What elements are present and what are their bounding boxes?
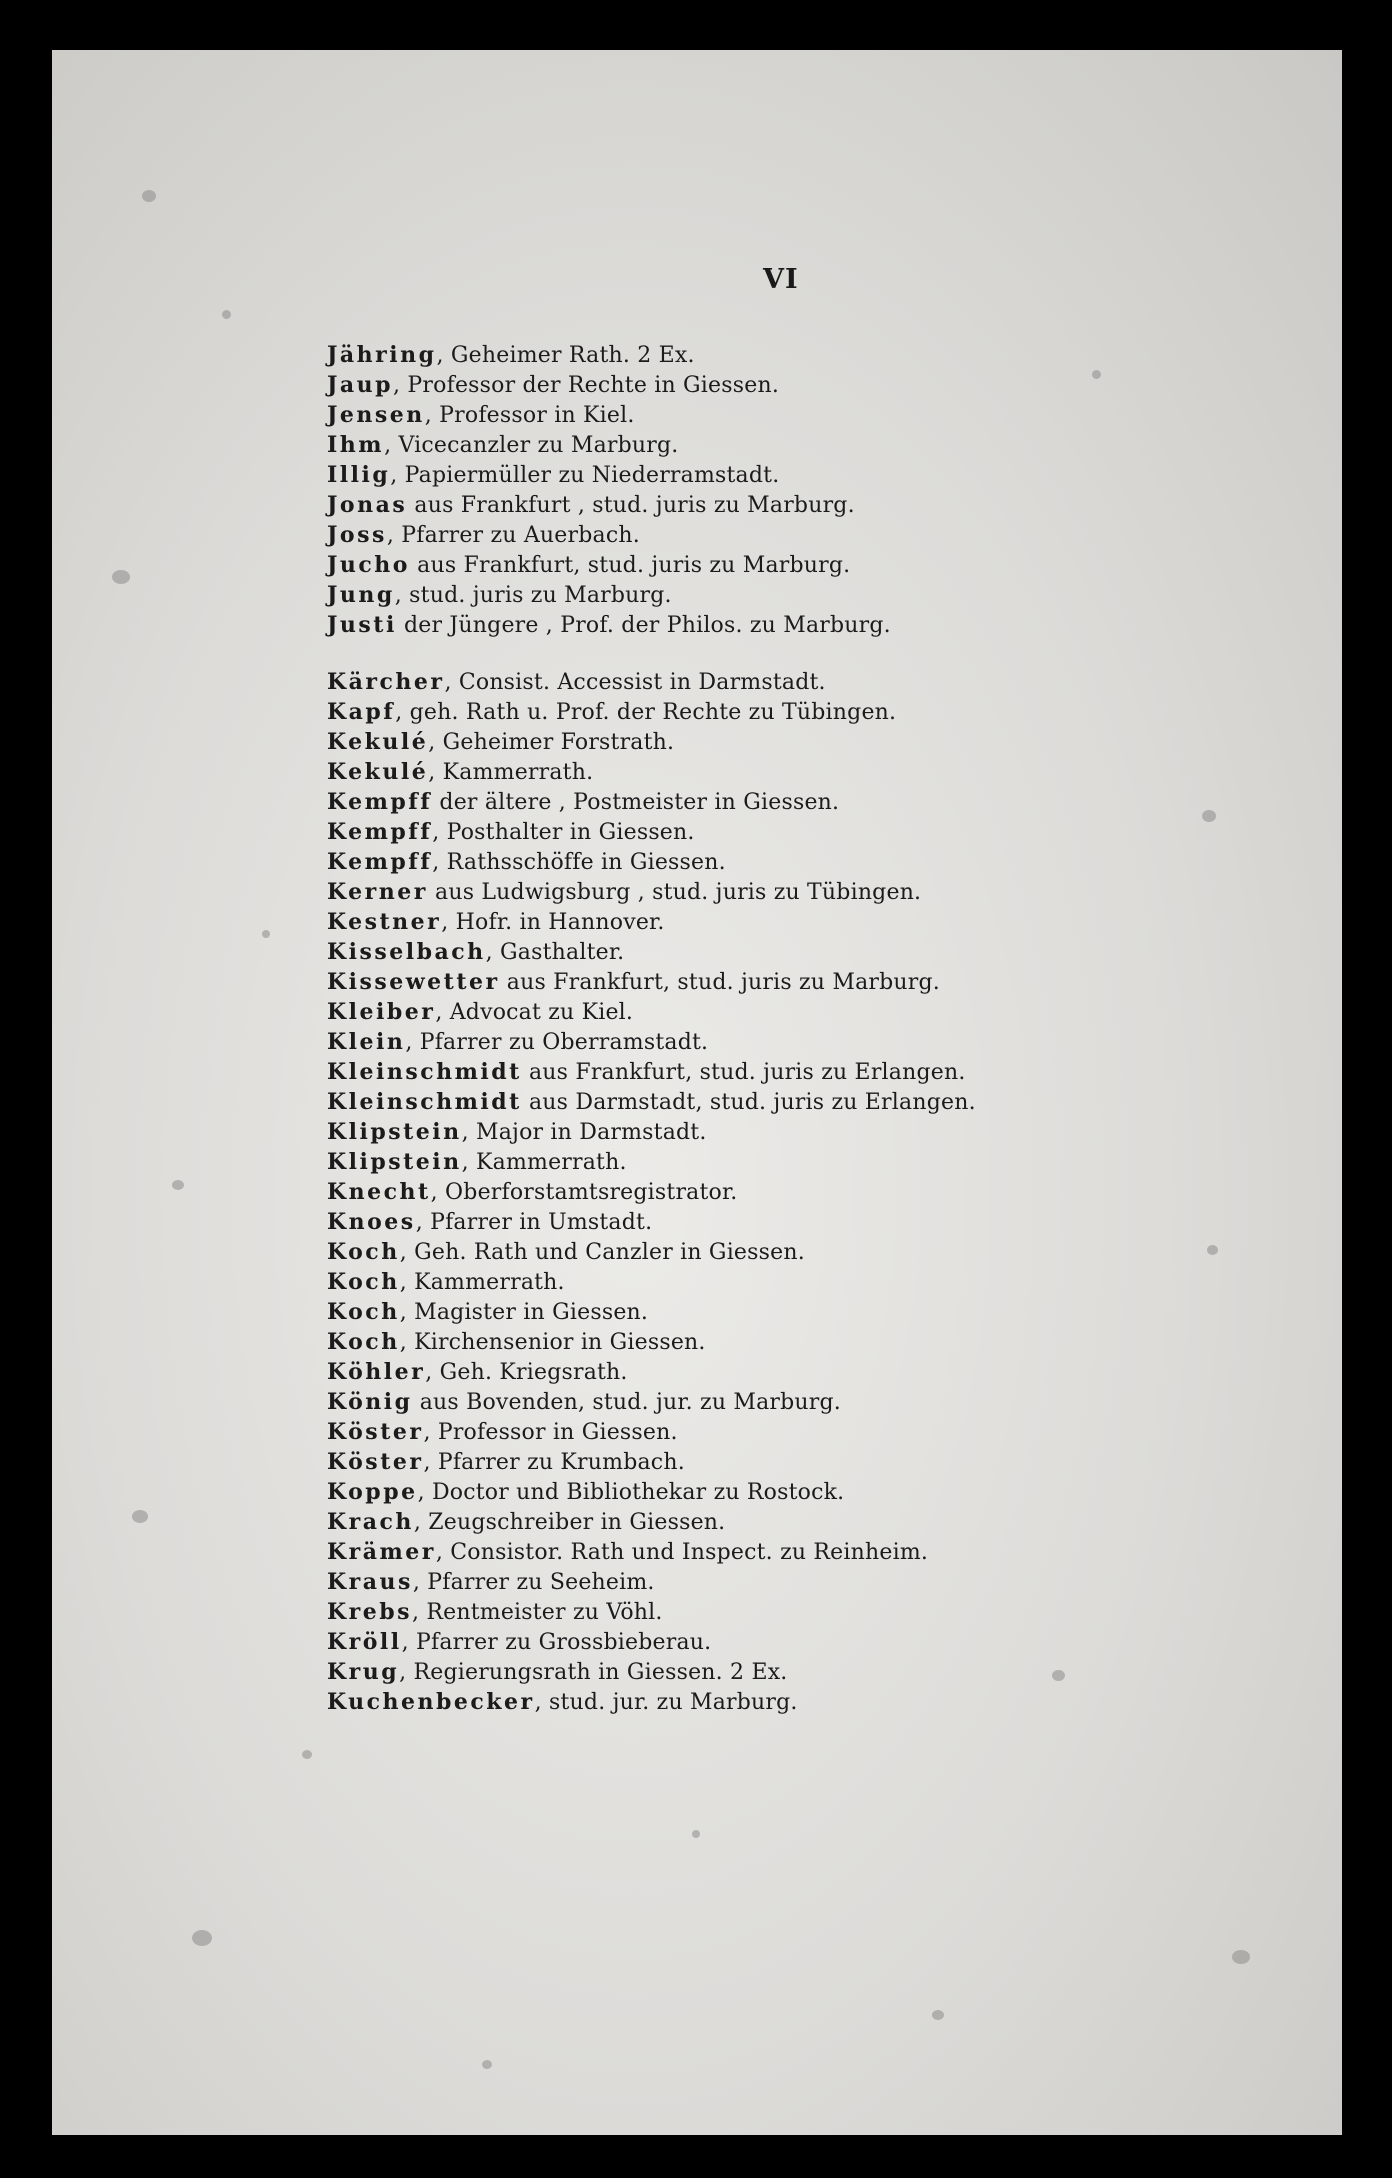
entry-name: Kempff [327, 819, 433, 845]
entry-description: , Consist. Accessist in Darmstadt. [444, 670, 826, 695]
entry-description: aus Frankfurt, stud. juris zu Marburg. [499, 970, 940, 995]
entry-name: Klein [327, 1029, 406, 1055]
entry-name: Krug [327, 1659, 400, 1685]
page-number: VI [763, 264, 799, 295]
list-entry [327, 1147, 627, 1177]
list-entry [327, 667, 826, 697]
entry-description: der ältere , Postmeister in Giessen. [432, 790, 840, 815]
entry-description: aus Ludwigsburg , stud. juris zu Tübingen. [427, 880, 922, 905]
entry-name: Klipstein [327, 1149, 462, 1175]
entry-name: Jaup [327, 372, 394, 398]
foxing-spot [132, 1510, 148, 1523]
entry-name: Kerner [327, 879, 428, 905]
list-entry [327, 1507, 725, 1537]
entry-description: , stud. juris zu Marburg. [394, 583, 672, 608]
list-entry [327, 1357, 628, 1387]
foxing-spot [692, 1830, 700, 1838]
entry-name: Kekulé [327, 729, 429, 755]
entry-description: , Geh. Kriegsrath. [425, 1360, 628, 1385]
entry-name: Kleinschmidt [327, 1059, 522, 1085]
foxing-spot [262, 930, 270, 938]
list-entry [327, 1657, 788, 1687]
list-entry [327, 1327, 706, 1357]
entry-name: Koppe [327, 1479, 418, 1505]
entry-name: Koch [327, 1239, 400, 1265]
list-entry [327, 997, 633, 1027]
entry-description: , Professor der Rechte in Giessen. [393, 373, 780, 398]
foxing-spot [1207, 1245, 1218, 1255]
list-entry [327, 1597, 663, 1627]
entry-description: , Pfarrer zu Grossbieberau. [401, 1630, 712, 1655]
entry-description: , Zeugschreiber in Giessen. [413, 1510, 726, 1535]
list-entry [327, 1177, 737, 1207]
list-entry [327, 430, 678, 460]
foxing-spot [222, 310, 231, 319]
entry-name: Kröll [327, 1629, 402, 1655]
list-entry [327, 1267, 565, 1297]
entry-name: Klipstein [327, 1119, 462, 1145]
entry-description: , Consistor. Rath und Inspect. zu Reinheim. [435, 1540, 929, 1565]
entry-description: aus Frankfurt, stud. juris zu Erlangen. [521, 1060, 966, 1085]
entry-description: , Posthalter in Giessen. [432, 820, 695, 845]
list-entry [327, 1207, 652, 1237]
entry-description: , Geheimer Rath. 2 Ex. [436, 343, 695, 368]
list-entry [327, 1297, 648, 1327]
entry-name: Illig [327, 462, 391, 488]
entry-name: Kisselbach [327, 939, 486, 965]
foxing-spot [192, 1930, 212, 1946]
entry-description: , Professor in Kiel. [424, 403, 635, 428]
list-entry [327, 340, 695, 370]
entry-description: , Major in Darmstadt. [461, 1120, 707, 1145]
list-entry [327, 1447, 685, 1477]
entry-description: , Advocat zu Kiel. [435, 1000, 634, 1025]
entry-name: Kempff [327, 789, 433, 815]
entry-description: aus Frankfurt , stud. juris zu Marburg. [407, 493, 855, 518]
entry-name: Kraus [327, 1569, 413, 1595]
list-entry [327, 1567, 655, 1597]
entry-description: , Magister in Giessen. [399, 1300, 649, 1325]
list-entry [327, 1477, 844, 1507]
entry-name: Kleiber [327, 999, 436, 1025]
list-entry [327, 1387, 841, 1417]
entry-description: , Kammerrath. [428, 760, 594, 785]
entry-description: , Pfarrer in Umstadt. [415, 1210, 653, 1235]
entry-name: Jonas [327, 492, 408, 518]
list-entry [327, 817, 695, 847]
entry-name: Köster [327, 1419, 424, 1445]
list-entry [327, 787, 839, 817]
list-entry [327, 1417, 678, 1447]
list-entry [327, 967, 940, 997]
foxing-spot [1232, 1950, 1250, 1964]
entry-name: Knecht [327, 1179, 431, 1205]
list-entry [327, 727, 674, 757]
list-entry [327, 370, 779, 400]
entry-description: , Kirchensenior in Giessen. [399, 1330, 706, 1355]
list-entry [327, 1627, 711, 1657]
list-entry [327, 1117, 707, 1147]
entry-description: , Pfarrer zu Auerbach. [386, 523, 640, 548]
entry-description: aus Frankfurt, stud. juris zu Marburg. [409, 553, 851, 578]
entry-description: , Pfarrer zu Krumbach. [423, 1450, 685, 1475]
entry-description: , Kammerrath. [461, 1150, 627, 1175]
list-entry [327, 847, 726, 877]
foxing-spot [1052, 1670, 1065, 1681]
entry-description: , Regierungsrath in Giessen. 2 Ex. [399, 1660, 788, 1685]
list-entry [327, 610, 891, 640]
entry-description: aus Darmstadt, stud. juris zu Erlangen. [521, 1090, 976, 1115]
list-entry [327, 1537, 928, 1567]
entry-description: , Oberforstamtsregistrator. [430, 1180, 738, 1205]
entry-name: Kissewetter [327, 969, 500, 995]
entry-name: Krämer [327, 1539, 436, 1565]
list-entry [327, 1027, 708, 1057]
entry-name: Knoes [327, 1209, 416, 1235]
list-entry [327, 490, 855, 520]
list-entry [327, 550, 850, 580]
entry-description: , Professor in Giessen. [423, 1420, 678, 1445]
list-entry [327, 1057, 966, 1087]
entry-description: , Hofr. in Hannover. [441, 910, 665, 935]
entry-name: Koch [327, 1269, 400, 1295]
entry-name: Koch [327, 1329, 400, 1355]
entry-name: Kempff [327, 849, 433, 875]
entry-name: Köster [327, 1449, 424, 1475]
list-entry [327, 697, 896, 727]
foxing-spot [1092, 370, 1101, 379]
foxing-spot [1202, 810, 1216, 822]
entry-name: Krebs [327, 1599, 412, 1625]
list-entry [327, 937, 624, 967]
entry-name: Kuchenbecker [327, 1689, 535, 1715]
list-entry [327, 1237, 805, 1267]
list-entry [327, 1087, 976, 1117]
entry-name: König [327, 1389, 413, 1415]
list-entry [327, 580, 672, 610]
foxing-spot [302, 1750, 312, 1759]
entry-description: der Jüngere , Prof. der Philos. zu Marburg. [396, 613, 891, 638]
entry-name: Jung [327, 582, 395, 608]
entry-description: , Vicecanzler zu Marburg. [384, 433, 679, 458]
entry-description: , Rathsschöffe in Giessen. [432, 850, 726, 875]
entry-name: Krach [327, 1509, 414, 1535]
entry-name: Jensen [327, 402, 425, 428]
entry-description: , Gasthalter. [485, 940, 625, 965]
list-entry [327, 460, 779, 490]
foxing-spot [932, 2010, 944, 2020]
entry-description: , Kammerrath. [399, 1270, 565, 1295]
entry-description: , stud. jur. zu Marburg. [534, 1690, 798, 1715]
entry-description: , Rentmeister zu Vöhl. [411, 1600, 663, 1625]
foxing-spot [482, 2060, 492, 2069]
list-entry [327, 757, 593, 787]
entry-description: aus Bovenden, stud. jur. zu Marburg. [412, 1390, 841, 1415]
list-entry [327, 400, 635, 430]
entry-description: , Pfarrer zu Oberramstadt. [405, 1030, 709, 1055]
entry-name: Köhler [327, 1359, 426, 1385]
entry-description: , Geh. Rath und Canzler in Giessen. [399, 1240, 805, 1265]
entry-name: Justi [327, 612, 397, 638]
entry-name: Koch [327, 1299, 400, 1325]
list-entry [327, 877, 921, 907]
entry-description: , Papiermüller zu Niederramstadt. [390, 463, 780, 488]
list-entry [327, 520, 640, 550]
entry-description: , Doctor und Bibliothekar zu Rostock. [417, 1480, 845, 1505]
foxing-spot [112, 570, 130, 584]
entry-name: Kestner [327, 909, 442, 935]
entry-name: Jucho [327, 552, 410, 578]
foxing-spot [172, 1180, 184, 1190]
entry-name: Ihm [327, 432, 385, 458]
entry-name: Kekulé [327, 759, 429, 785]
entry-name: Joss [327, 522, 387, 548]
list-entry [327, 907, 665, 937]
entry-description: , Pfarrer zu Seeheim. [412, 1570, 655, 1595]
foxing-spot [142, 190, 156, 202]
entry-name: Jähring [327, 342, 437, 368]
entry-description: , geh. Rath u. Prof. der Rechte zu Tübingen. [395, 700, 897, 725]
entry-name: Kleinschmidt [327, 1089, 522, 1115]
list-entry [327, 1687, 798, 1717]
entry-description: , Geheimer Forstrath. [428, 730, 675, 755]
entry-name: Kapf [327, 699, 396, 725]
entry-name: Kärcher [327, 669, 445, 695]
